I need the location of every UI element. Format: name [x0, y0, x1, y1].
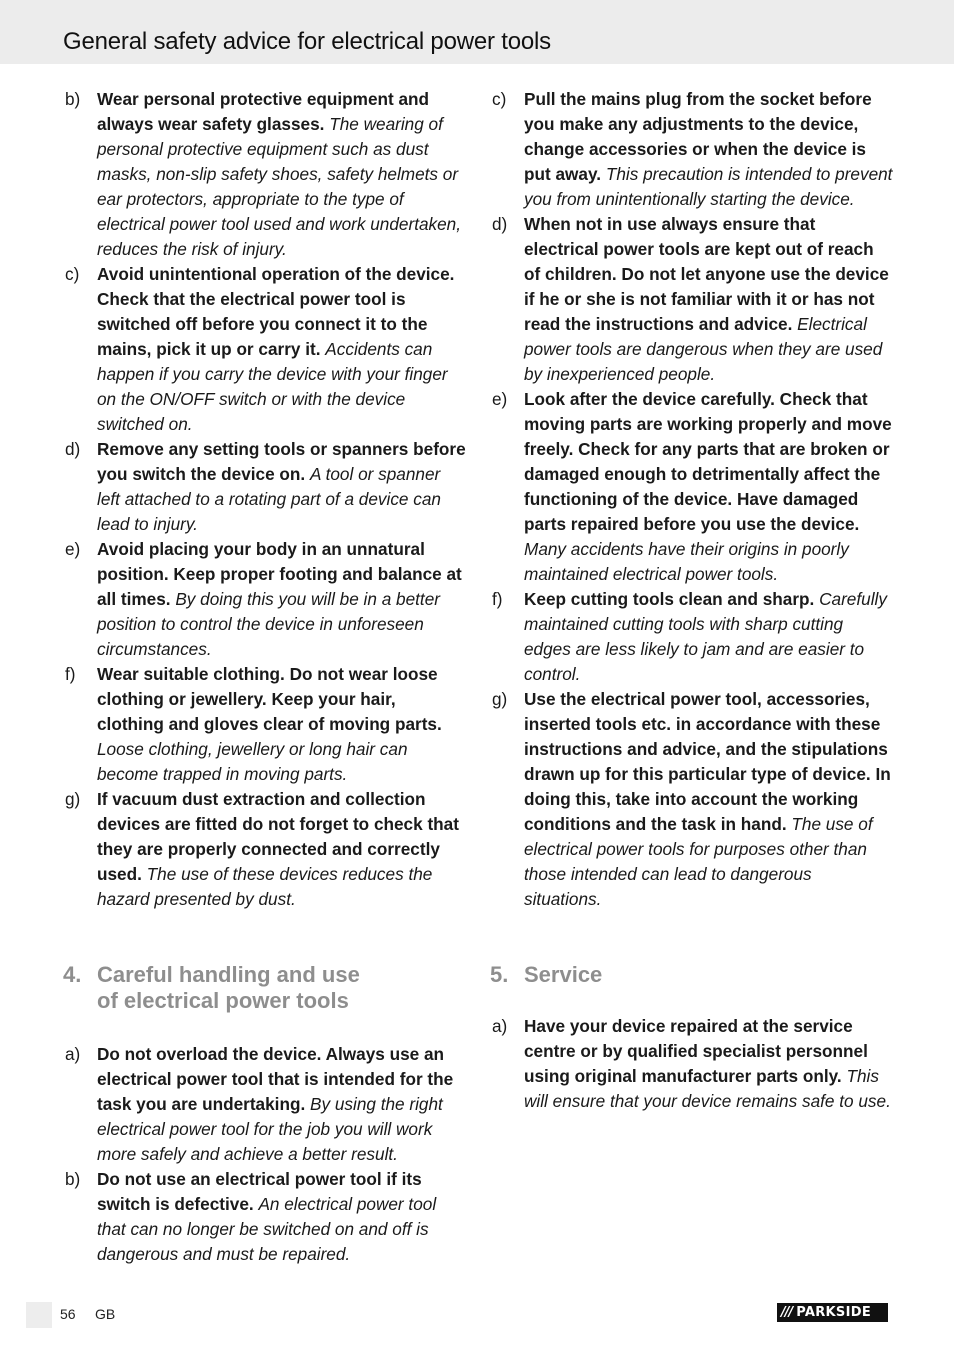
item-note: Loose clothing, jewellery or long hair can become trapped in moving parts.: [97, 739, 408, 784]
item-note: The use of these devices reduces the hazard presented by dust.: [97, 864, 433, 909]
item-letter: g): [65, 789, 81, 809]
item-note: By using the right electrical power tool for the job you will work more safely and achieve a better result.: [97, 1094, 443, 1164]
item-letter: d): [65, 439, 81, 459]
item-note: The wearing of personal protective equipment such as dust masks, non-slip safety shoes, safety helmets or ear protectors, appropriate to the type of electrical power tool used and work undertaken, reduces the risk of injury.: [97, 114, 462, 259]
language-code: GB: [95, 1306, 116, 1322]
page-title: General safety advice for electrical power tools: [63, 28, 551, 55]
footer-box: [26, 1302, 52, 1328]
item-letter: c): [492, 89, 507, 109]
item-lead: Remove any setting tools or spanners before you switch the device on.: [97, 439, 466, 484]
item-note: The use of electrical power tools for purposes other than those intended can lead to dangerous situations.: [524, 814, 873, 909]
item-note: Accidents can happen if you carry the device with your finger on the ON/OFF switch or with the device switched on.: [97, 339, 448, 434]
item-note: This will ensure that your device remains safe to use.: [524, 1066, 891, 1111]
item-lead: Look after the device carefully. Check that moving parts are working properly and move freely. Check for any parts that are broken or damaged enough to detrimentally affect the functioning of the device. Have damaged parts repaired before you use the device.: [524, 389, 892, 534]
item-lead: Wear suitable clothing. Do not wear loose clothing or jewellery. Keep your hair, clothing and gloves clear of moving parts.: [97, 664, 442, 734]
item-lead: Have your device repaired at the service centre or by qualified specialist personnel using original manufacturer parts only.: [524, 1016, 868, 1086]
section-heading-4: [62, 962, 466, 1014]
safety-item: [489, 587, 893, 687]
item-lead: Do not use an electrical power tool if its switch is defective.: [97, 1169, 422, 1214]
section-title: Service: [524, 962, 603, 987]
item-letter: c): [65, 264, 80, 284]
item-letter: a): [492, 1016, 508, 1036]
item-letter: d): [492, 214, 508, 234]
page-number: 56: [60, 1306, 76, 1322]
item-lead: Use the electrical power tool, accessories, inserted tools etc. in accordance with these instructions and advice, and the stipulations drawn up for this particular type of device. In doing this, take into account the working conditions and the task in hand.: [524, 689, 891, 834]
safety-item: [489, 212, 893, 387]
safety-item: [62, 87, 466, 262]
item-note: Many accidents have their origins in poorly maintained electrical power tools.: [524, 539, 849, 584]
safety-item: [62, 1167, 466, 1267]
item-letter: f): [65, 664, 76, 684]
item-lead: Keep cutting tools clean and sharp.: [524, 589, 815, 609]
item-letter: e): [492, 389, 508, 409]
right-column: [489, 87, 893, 1114]
safety-item: [62, 662, 466, 787]
item-note: Carefully maintained cutting tools with sharp cutting edges are less likely to jam and are easier to control.: [524, 589, 887, 684]
safety-item: [62, 262, 466, 437]
section-number: 4.: [63, 962, 82, 987]
left-column: [62, 87, 466, 1267]
item-lead: When not in use always ensure that electrical power tools are kept out of reach of children. Do not let anyone use the device if he or she is not familiar with it or has not read the instructions and advice.: [524, 214, 889, 334]
safety-item: [489, 687, 893, 912]
item-note: This precaution is intended to prevent you from unintentionally starting the device.: [524, 164, 893, 209]
item-note: An electrical power tool that can no longer be switched on and off is dangerous and must be repaired.: [97, 1194, 437, 1264]
item-note: A tool or spanner left attached to a rotating part of a device can lead to injury.: [97, 464, 441, 534]
logo-text: PARKSIDE: [796, 1305, 872, 1320]
item-letter: b): [65, 89, 81, 109]
parkside-logo: [777, 1303, 888, 1322]
safety-item: [62, 537, 466, 662]
safety-item: [62, 437, 466, 537]
section-title-line1: Careful handling and use: [97, 962, 360, 987]
section-title-line2: of electrical power tools: [97, 988, 349, 1013]
item-note: By doing this you will be in a better position to control the device in unforeseen circumstances.: [97, 589, 440, 659]
item-letter: f): [492, 589, 503, 609]
item-lead: If vacuum dust extraction and collection devices are fitted do not forget to check that they are properly connected and correctly used.: [97, 789, 459, 884]
safety-item: [62, 1042, 466, 1167]
item-lead: Wear personal protective equipment and always wear safety glasses.: [97, 89, 430, 134]
item-letter: a): [65, 1044, 81, 1064]
logo-slashes: ///: [781, 1305, 793, 1320]
safety-item: [489, 387, 893, 587]
safety-item: [489, 1014, 893, 1114]
safety-item: [489, 87, 893, 212]
item-lead: Avoid unintentional operation of the device. Check that the electrical power tool is switched off before you connect it to the mains, pick it up or carry it.: [97, 264, 455, 359]
item-lead: Pull the mains plug from the socket before you make any adjustments to the device, change accessories or when the device is put away.: [524, 89, 872, 184]
item-letter: e): [65, 539, 81, 559]
item-letter: b): [65, 1169, 81, 1189]
item-lead: Do not overload the device. Always use an electrical power tool that is intended for the task you are undertaking.: [97, 1044, 454, 1114]
item-letter: g): [492, 689, 508, 709]
section-heading-5: [489, 962, 893, 988]
section-number: 5.: [490, 962, 509, 987]
safety-item: [62, 787, 466, 912]
item-note: Electrical power tools are dangerous when they are used by inexperienced people.: [524, 314, 883, 384]
item-lead: Avoid placing your body in an unnatural position. Keep proper footing and balance at all times.: [97, 539, 462, 609]
